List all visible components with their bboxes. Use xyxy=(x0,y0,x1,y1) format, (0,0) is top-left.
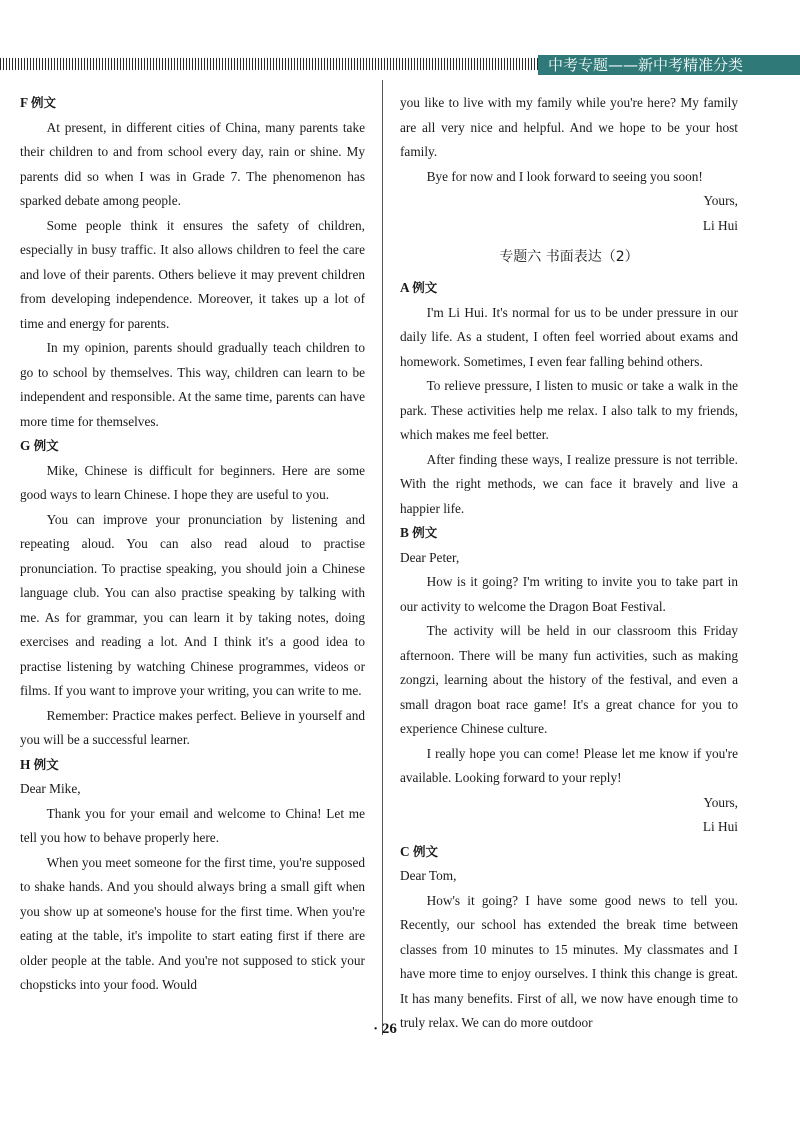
section-g-label-cn: 例文 xyxy=(33,438,59,453)
column-divider xyxy=(382,80,383,1035)
paragraph: Mike, Chinese is difficult for beginners. Here are some good ways to learn Chinese. I hope they are useful to you. xyxy=(20,462,365,502)
section-h-label xyxy=(20,753,365,778)
header-title: 中考专题——新中考精准分类 xyxy=(548,56,744,74)
section-h-letter: H xyxy=(20,756,31,772)
section-a-letter: A xyxy=(400,280,409,295)
section-b-letter: B xyxy=(400,525,409,540)
closing: Yours, xyxy=(703,193,738,208)
header-decorative-rule xyxy=(0,58,540,70)
closing: Yours, xyxy=(703,794,738,810)
section-b xyxy=(400,521,738,840)
paragraph: In my opinion, parents should gradually teach children to go to school by themselves. This way, children can learn to be independent and responsible. At the same time, parents can have more time for themselves. xyxy=(20,340,365,429)
paragraph: Some people think it ensures the safety of children, especially in busy traffic. It also allows children to feel the care and love of their parents. Others believe it may prevent children from developing independence. Moreover, it takes up a lot of time and energy for parents. xyxy=(20,217,365,331)
section-g-letter: G xyxy=(20,438,31,453)
paragraph: I really hope you can come! Please let me know if you're available. Looking forward to your reply! xyxy=(400,745,738,785)
salutation: Dear Mike, xyxy=(20,781,81,796)
section-g-label xyxy=(20,434,365,459)
paragraph: After finding these ways, I realize pressure is not terrible. With the right methods, we can face it bravely and live a happier life. xyxy=(400,451,738,516)
section-h-continued xyxy=(400,91,738,238)
salutation: Dear Peter, xyxy=(400,549,460,565)
section-h xyxy=(20,753,365,998)
section-a-label xyxy=(400,276,738,301)
right-column xyxy=(400,91,738,1036)
section-h-label-cn: 例文 xyxy=(33,756,59,772)
paragraph: Remember: Practice makes perfect. Believe in yourself and you will be a successful learner. xyxy=(20,707,365,747)
paragraph: How's it going? I have some good news to tell you. Recently, our school has extended the break time between classes from 10 minutes to 15 minutes. My classmates and I have more time to enjoy ourselves. I think this change is great. It has many benefits. First of all, we now have enough time to truly relax. We can do more outdoor xyxy=(400,892,738,1030)
section-c xyxy=(400,840,738,1036)
section-c-label-cn: 例文 xyxy=(412,843,438,859)
left-column xyxy=(20,91,365,998)
signature: Li Hui xyxy=(702,217,738,233)
section-b-label xyxy=(400,521,738,546)
section-f-letter: F xyxy=(20,95,28,110)
section-b-label-cn: 例文 xyxy=(412,525,438,540)
section-g xyxy=(20,434,365,753)
salutation: Dear Tom, xyxy=(400,868,457,883)
section-f-label-cn: 例文 xyxy=(30,95,56,110)
section-c-letter: C xyxy=(400,843,410,859)
section-f-label xyxy=(20,91,365,116)
header-title-band xyxy=(538,55,800,75)
paragraph: Thank you for your email and welcome to China! Let me tell you how to behave properly here. xyxy=(20,805,365,845)
paragraph: you like to live with my family while you're here? My family are all very nice and helpful. And we hope to be your host family. xyxy=(400,95,738,159)
paragraph: I'm Li Hui. It's normal for us to be under pressure in our daily life. As a student, I often feel worried about exams and homework. Sometimes, I even fear falling behind others. xyxy=(400,304,738,369)
section-a-label-cn: 例文 xyxy=(412,280,438,295)
page-number: · 26 xyxy=(373,1021,397,1037)
paragraph: Bye for now and I look forward to seeing you soon! xyxy=(426,168,703,184)
paragraph: The activity will be held in our classroom this Friday afternoon. There will be many fun activities, such as making zongzi, learning about the history of the festival, and even a small dragon boat race game! It's a great chance for you to experience Chinese culture. xyxy=(400,623,738,736)
paragraph: How is it going? I'm writing to invite you to take part in our activity to welcome the Dragon Boat Festival. xyxy=(400,574,738,614)
section-c-label xyxy=(400,840,738,865)
paragraph: At present, in different cities of China, many parents take their children to and from school every day, rain or shine. My parents did so when I was in Grade 7. The phenomenon has sparked debate among people. xyxy=(20,119,365,208)
signature: Li Hui xyxy=(702,819,738,834)
paragraph: When you meet someone for the first time, you're supposed to shake hands. And you should always bring a small gift when you show up at someone's house for the first time. When you're eating at the table, it's impolite to start eating first if there are older people at the table. And you're not supposed to stick your chopsticks into your food. Would xyxy=(20,854,365,992)
section-f xyxy=(20,91,365,434)
section-title: 专题六 书面表达（2） xyxy=(499,249,639,265)
paragraph: To relieve pressure, I listen to music or take a walk in the park. These activities help me relax. I also talk to my friends, which makes me feel better. xyxy=(400,378,738,442)
section-a xyxy=(400,276,738,521)
paragraph: You can improve your pronunciation by listening and repeating aloud. You can also read aloud to practise pronunciation. To practise speaking, you should join a Chinese language club. You can also practise speaking by talking with me. As for grammar, you can learn it by taking notes, doing exercises and reading a lot. And I think it's a good idea to practise listening by watching Chinese programmes, videos or films. If you want to improve your writing, you can write to me. xyxy=(20,511,365,698)
